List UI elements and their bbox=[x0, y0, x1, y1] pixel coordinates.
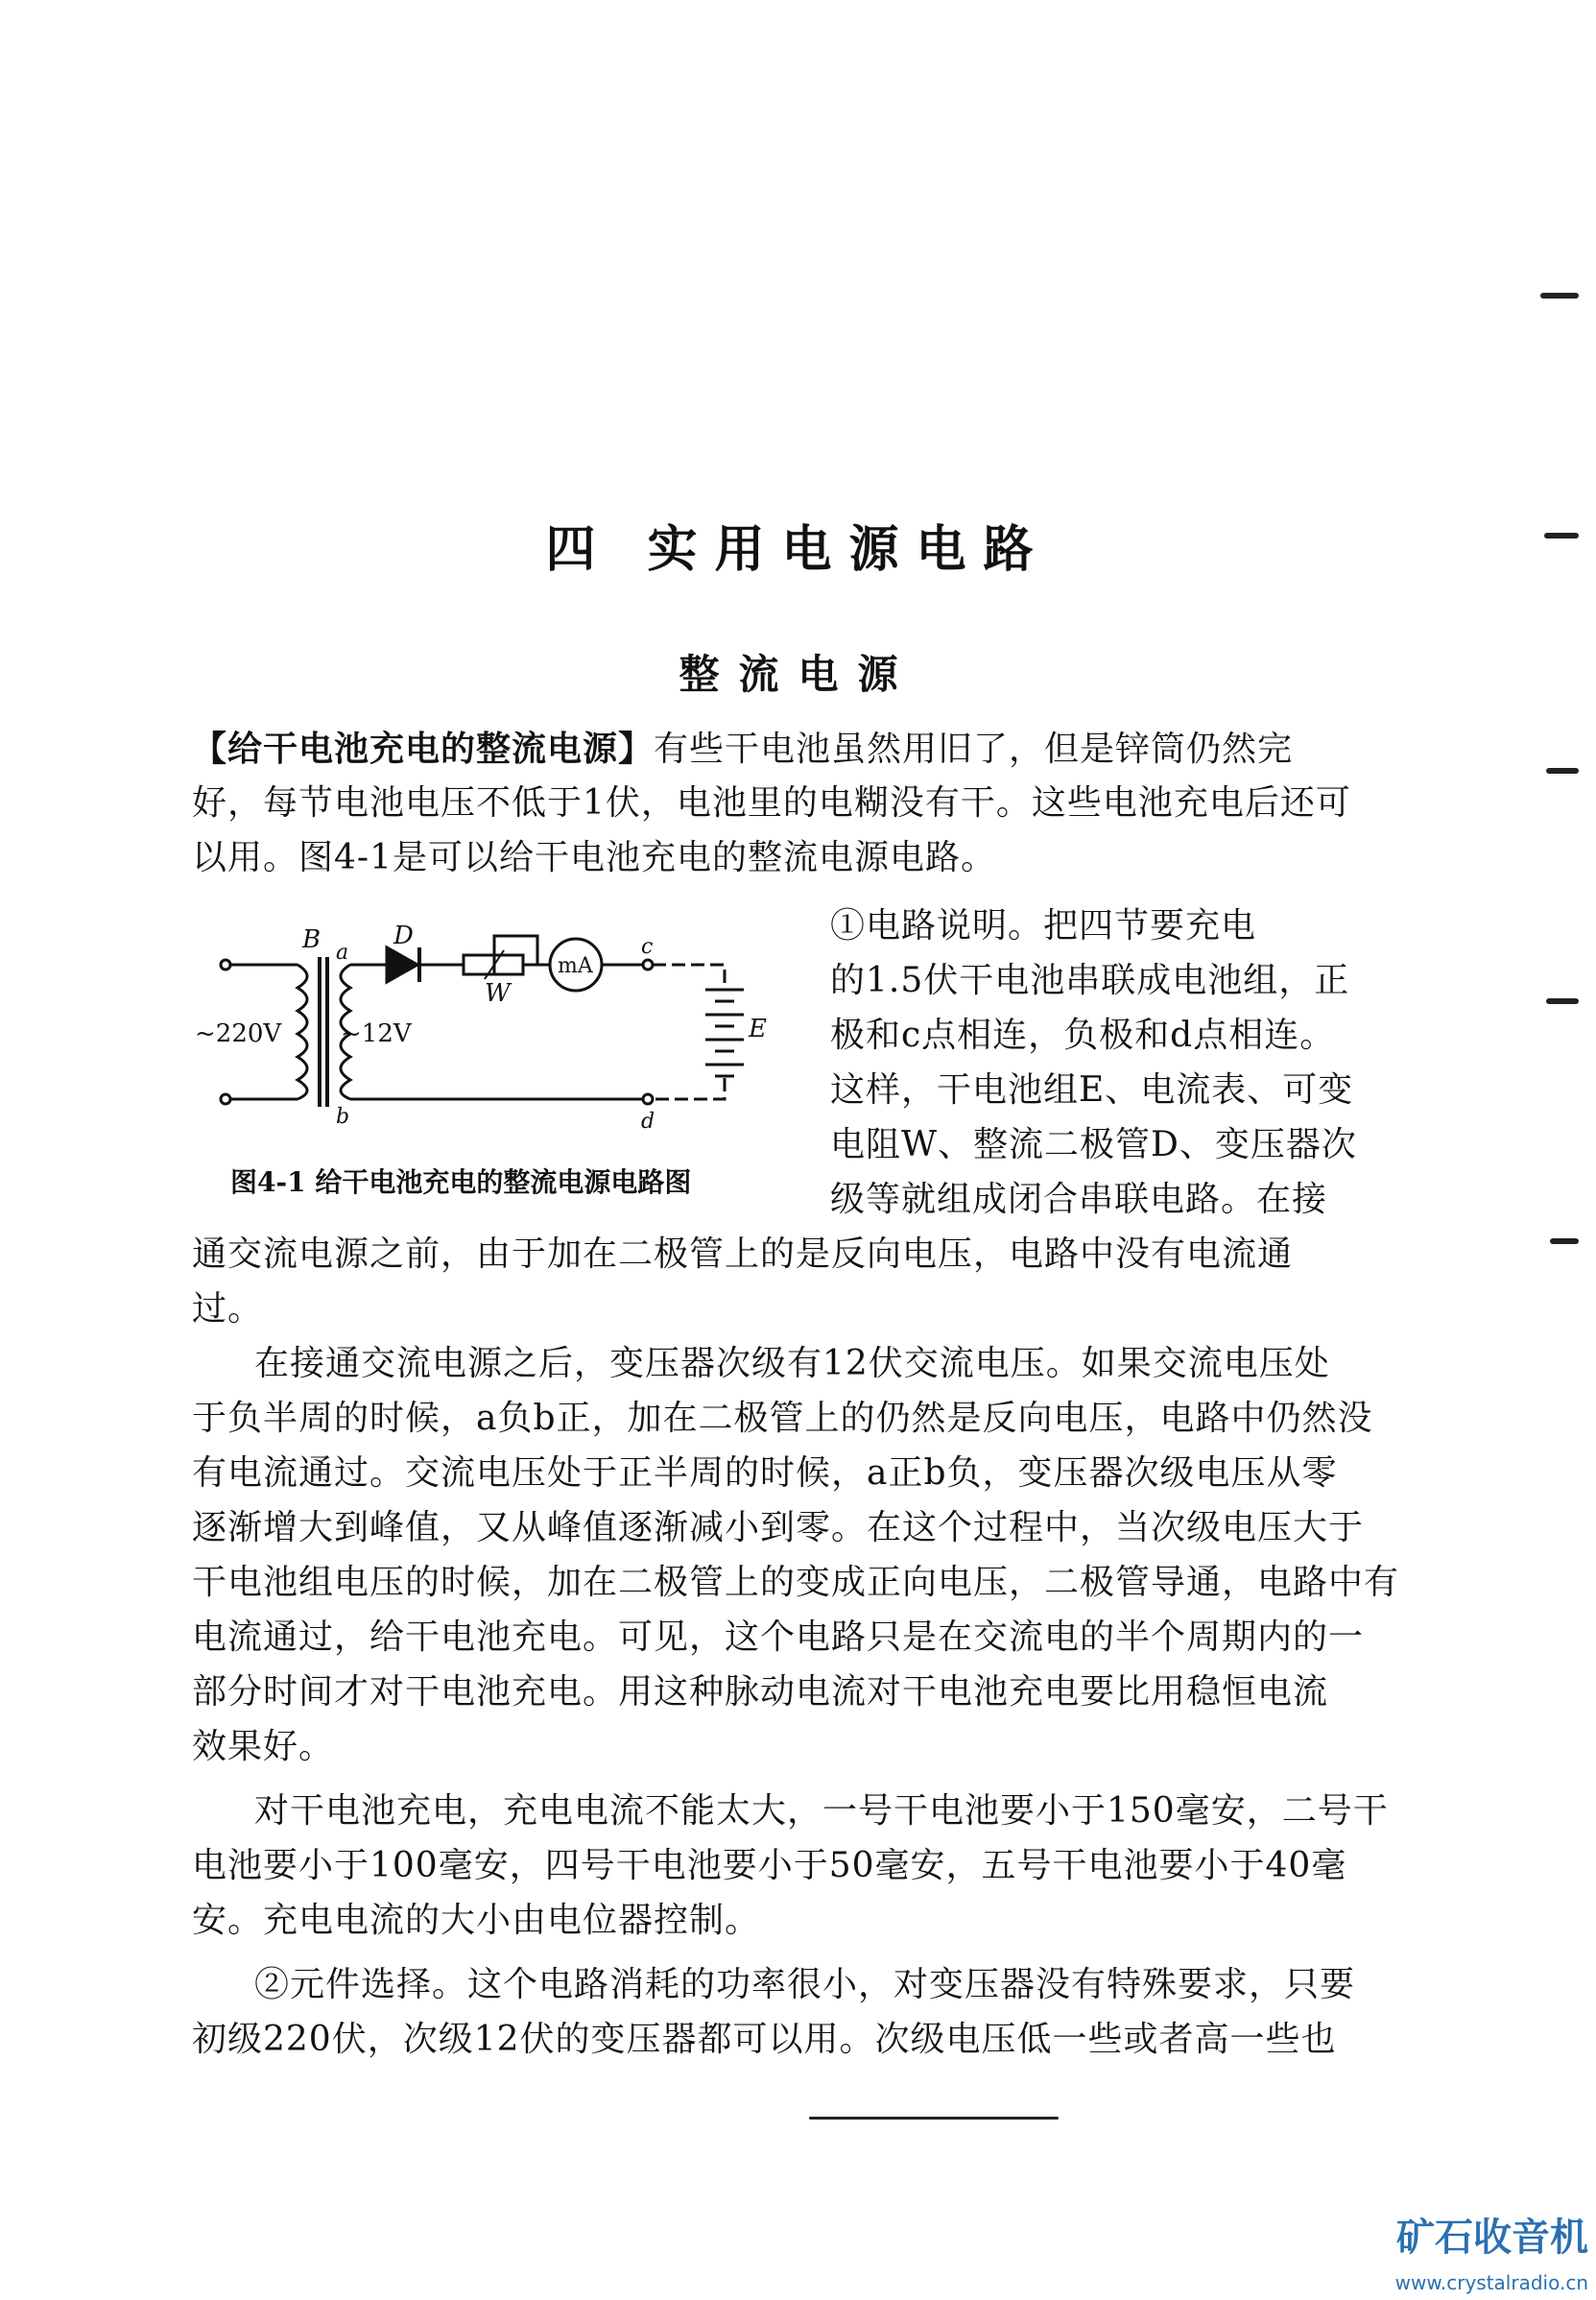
right-column-line: 极和c点相连，负极和d点相连。 bbox=[830, 1016, 1336, 1055]
margin-mark bbox=[1550, 1238, 1579, 1244]
terminal-c bbox=[643, 960, 653, 970]
diode bbox=[387, 947, 417, 982]
body-line: 有电流通过。交流电压处于正半周的时候，a正b负，变压器次级电压从零 bbox=[192, 1453, 1338, 1493]
watermark-brand: 矿石收音机 bbox=[1396, 2216, 1588, 2260]
label-D: D bbox=[393, 922, 414, 950]
primary-coil bbox=[298, 965, 307, 1099]
body-line: 初级220伏，次级12伏的变压器都可以用。次级电压低一些或者高一些也 bbox=[192, 2020, 1337, 2059]
section-title: 整流电源 bbox=[679, 651, 917, 698]
body-line: ②元件选择。这个电路消耗的功率很小，对变压器没有特殊要求，只要 bbox=[254, 1965, 1356, 2004]
terminal-d bbox=[643, 1094, 653, 1104]
body-line: 部分时间才对干电池充电。用这种脉动电流对干电池充电要比用稳恒电流 bbox=[192, 1672, 1329, 1712]
bottom-rule bbox=[809, 2117, 1059, 2120]
right-column-line: ①电路说明。把四节要充电 bbox=[830, 906, 1257, 946]
label-B: B bbox=[302, 925, 322, 954]
label-a: a bbox=[336, 941, 349, 965]
body-line: 于负半周的时候，a负b正，加在二极管上的仍然是反向电压，电路中仍然没 bbox=[192, 1399, 1373, 1438]
label-meter: mA bbox=[558, 954, 593, 978]
body-line: 逐渐增大到峰值，又从峰值逐渐减小到零。在这个过程中，当次级电压大于 bbox=[192, 1508, 1365, 1547]
watermark-url: www.crystalradio.cn bbox=[1394, 2271, 1588, 2294]
right-column-line: 这样，干电池组E、电流表、可变 bbox=[830, 1070, 1354, 1110]
body-line: 效果好。 bbox=[192, 1727, 335, 1766]
label-E: E bbox=[749, 1015, 767, 1043]
primary-terminal-top bbox=[221, 960, 230, 970]
paragraph-line: 好，每节电池电压不低于1伏，电池里的电糊没有干。这些电池充电后还可 bbox=[192, 783, 1351, 823]
circuit-svg bbox=[195, 922, 801, 1152]
label-b: b bbox=[336, 1105, 350, 1129]
body-line: 电流通过，给干电池充电。可见，这个电路只是在交流电的半个周期内的一 bbox=[192, 1617, 1365, 1657]
circuit-diagram bbox=[195, 922, 801, 1152]
paragraph-line: 以用。图4-1是可以给干电池充电的整流电源电路。 bbox=[192, 838, 996, 877]
body-line: 电池要小于100毫安，四号干电池要小于50毫安，五号干电池要小于40毫 bbox=[192, 1846, 1347, 1885]
margin-mark bbox=[1546, 768, 1579, 774]
right-column-line: 电阻W、整流二极管D、变压器次 bbox=[830, 1125, 1357, 1164]
body-line: 过。 bbox=[192, 1289, 264, 1329]
right-column-line: 级等就组成闭合串联电路。在接 bbox=[830, 1180, 1328, 1219]
margin-mark bbox=[1540, 293, 1579, 299]
paragraph-heading: 【给干电池充电的整流电源】 bbox=[192, 729, 655, 769]
margin-mark bbox=[1544, 533, 1579, 539]
figure-caption: 图4-1 给干电池充电的整流电源电路图 bbox=[230, 1166, 692, 1198]
right-column-line: 的1.5伏干电池串联成电池组，正 bbox=[830, 961, 1350, 1000]
paragraph-line bbox=[192, 725, 1293, 774]
body-line: 安。充电电流的大小由电位器控制。 bbox=[192, 1901, 761, 1940]
paragraph-text: 有些干电池虽然用旧了，但是锌筒仍然完 bbox=[654, 730, 1294, 769]
label-secondary: ~12V bbox=[341, 1019, 412, 1048]
margin-mark bbox=[1546, 998, 1579, 1004]
transformer-core bbox=[320, 957, 327, 1107]
body-line: 对干电池充电，充电电流不能太大，一号干电池要小于150毫安，二号干 bbox=[254, 1791, 1389, 1831]
battery-E bbox=[705, 990, 744, 1076]
primary-terminal-bottom bbox=[221, 1094, 230, 1104]
label-c: c bbox=[641, 935, 654, 959]
body-line: 干电池组电压的时候，加在二极管上的变成正向电压，二极管导通，电路中有 bbox=[192, 1563, 1400, 1602]
chapter-title: 四 实用电源电路 bbox=[545, 520, 1051, 579]
label-W: W bbox=[485, 979, 511, 1008]
label-d: d bbox=[641, 1110, 655, 1134]
body-line: 在接通交流电源之后，变压器次级有12伏交流电压。如果交流电压处 bbox=[254, 1344, 1330, 1383]
label-primary: ~220V bbox=[195, 1019, 282, 1048]
body-line: 通交流电源之前，由于加在二极管上的是反向电压，电路中没有电流通 bbox=[192, 1234, 1294, 1274]
